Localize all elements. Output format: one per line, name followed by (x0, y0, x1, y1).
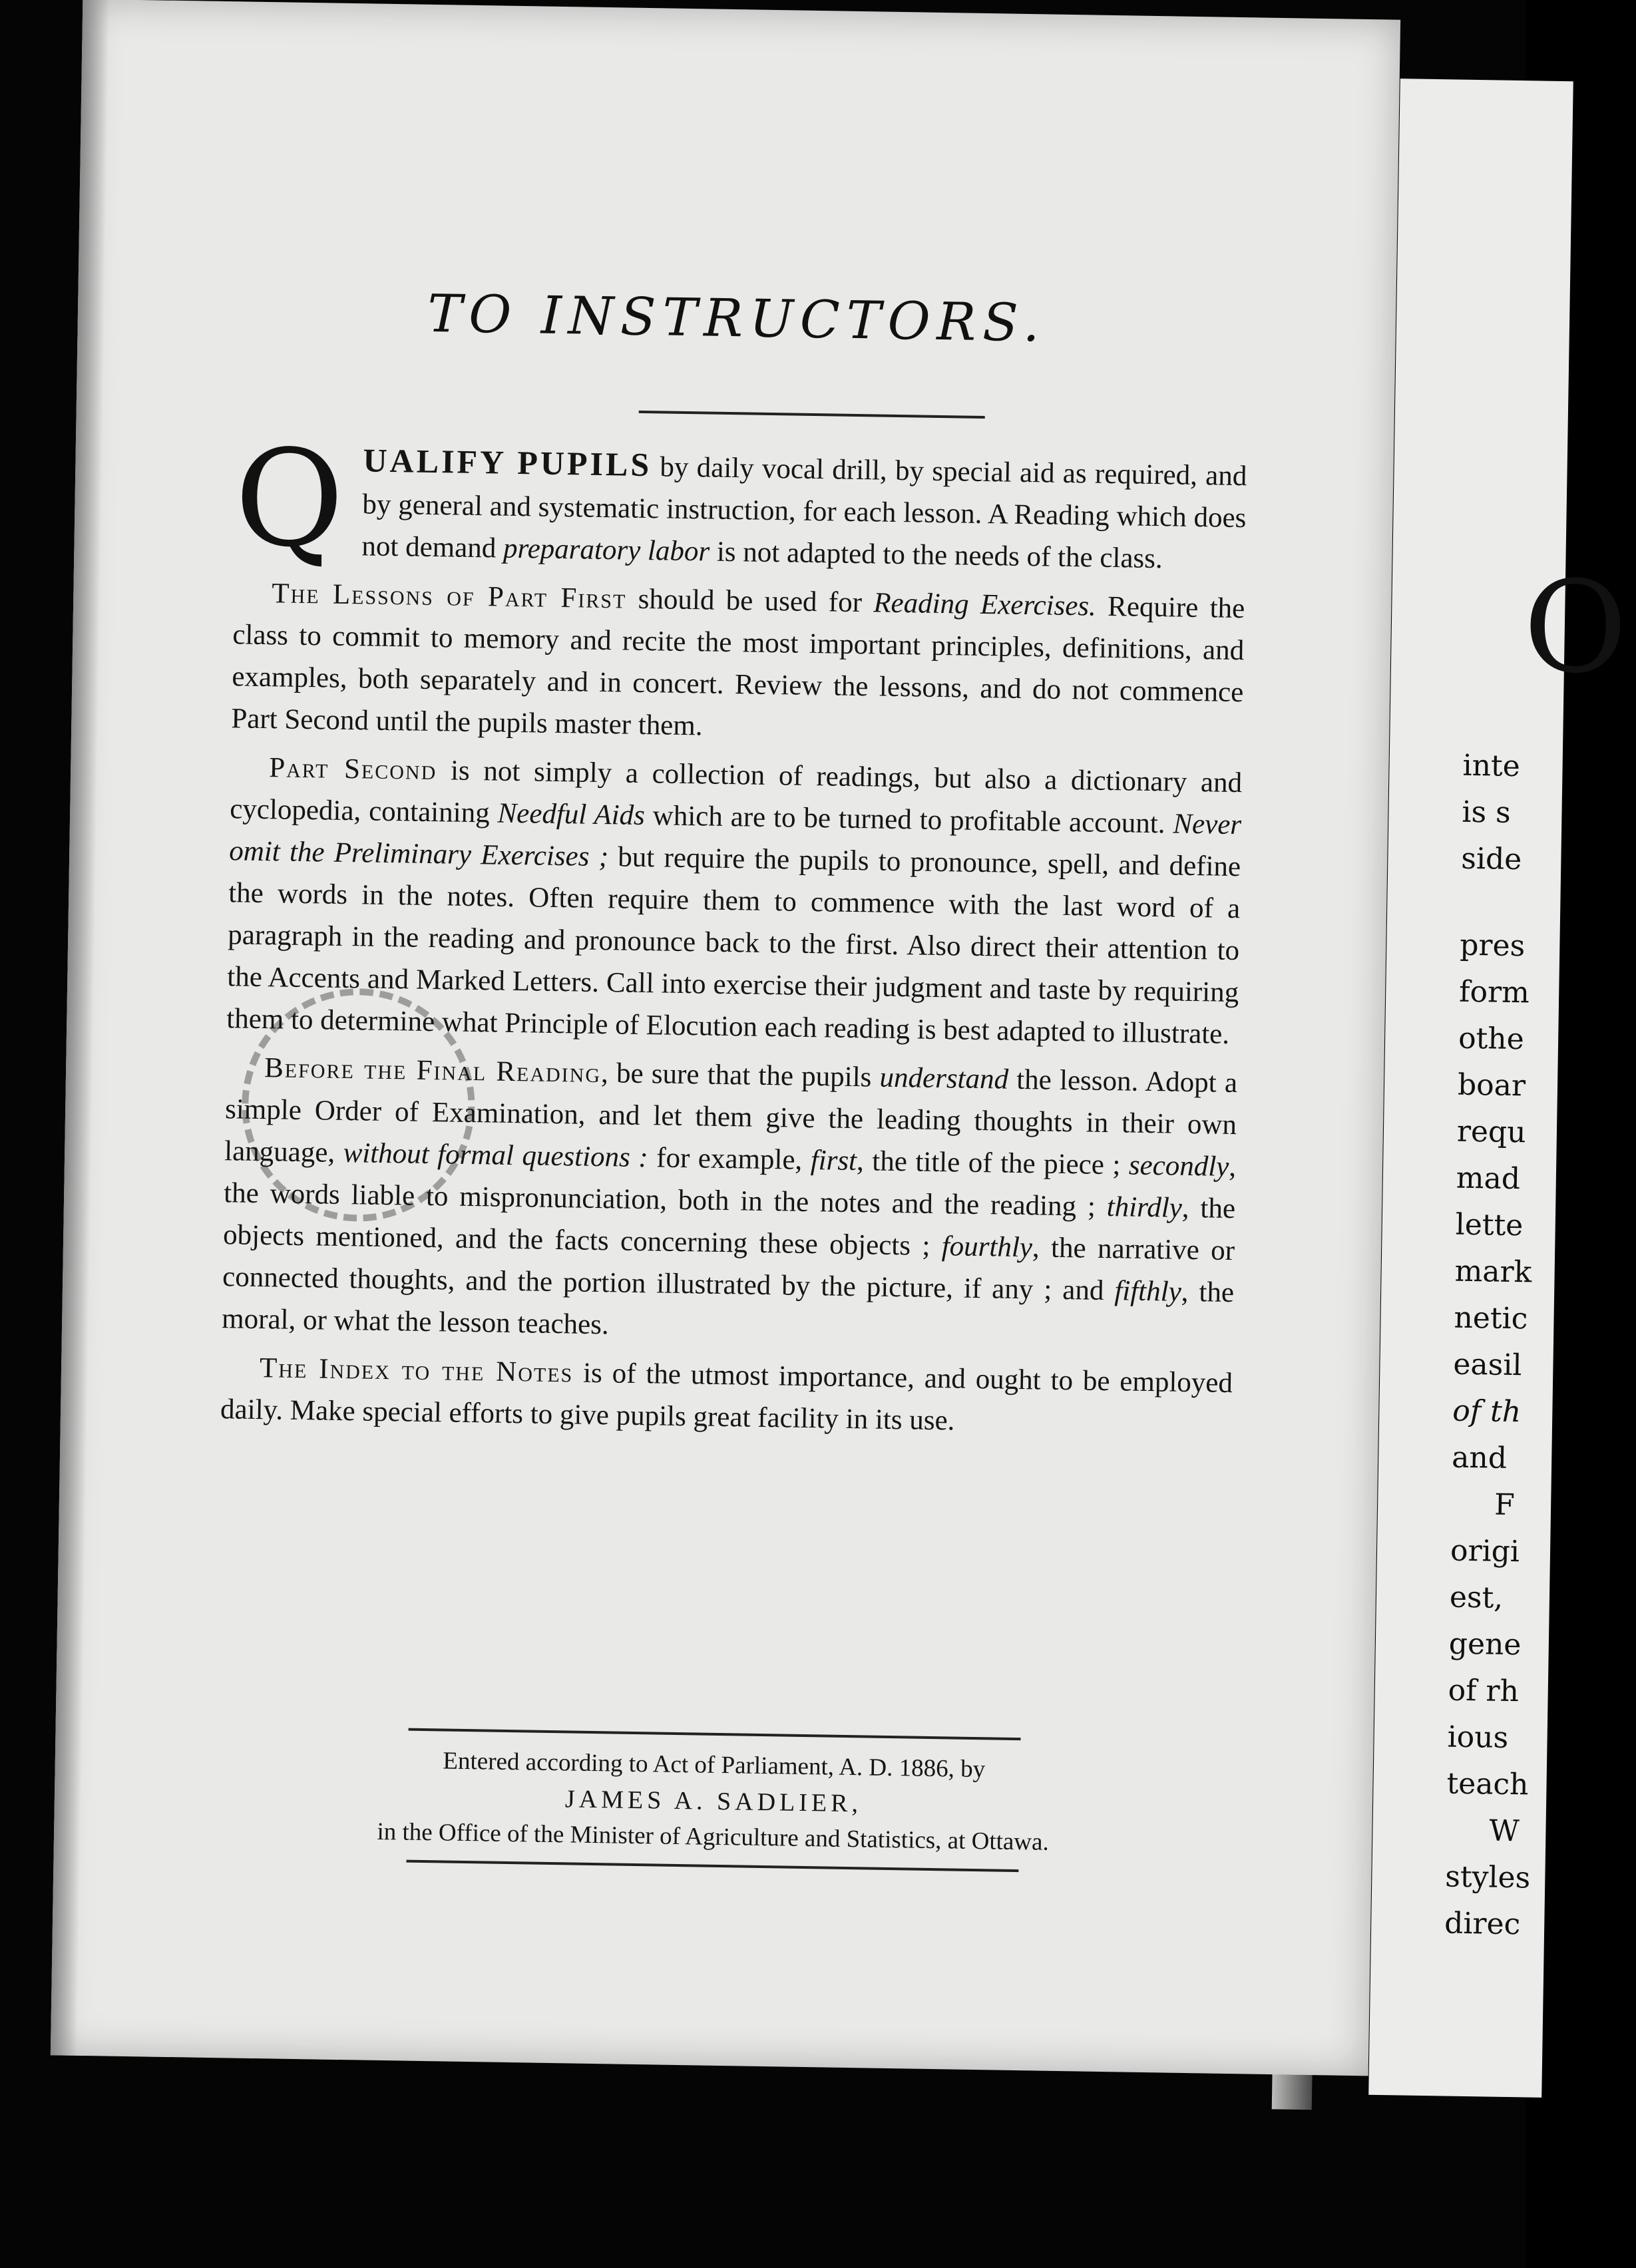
next-page-fragment: mark (1454, 1254, 1532, 1290)
copyright-notice (54, 1722, 1374, 1877)
paragraph-text: , the words liable to mispronunciation, both in the notes and the reading ; (223, 1151, 1237, 1223)
paragraph-text: , the objects mentioned, and the facts concerning these objects ; (222, 1192, 1236, 1262)
next-page-fragment: inte (1462, 748, 1521, 784)
title-rule (639, 411, 985, 419)
paragraph-text: but require the pupils to pronounce, spell, and define the words in the notes. Often require them to commence with the last word of a paragraph in the reading and pronounce back to the first. Also direct their attention to the Accents and Marked Letters. Call into exercise their judgment and taste by requiring them to determine what Principle of Elocution each reading is best adapted to illustrate. (226, 841, 1241, 1050)
paragraph-text: , the title of the piece ; (856, 1145, 1129, 1181)
emphasis: preparatory labor (503, 532, 710, 568)
next-page-fragment: netic (1454, 1300, 1528, 1336)
copyright-rule-top (409, 1728, 1021, 1740)
paragraph-text: , be sure that the pupils (600, 1057, 880, 1093)
paragraph-lead: Part Second (268, 752, 437, 787)
next-page-fragment: mad (1456, 1161, 1521, 1197)
emphasis: fifthly (1114, 1275, 1182, 1308)
next-page-fragment: boar (1457, 1067, 1526, 1103)
next-page-fragment: pres (1459, 928, 1526, 964)
copyright-rule-bottom (406, 1860, 1018, 1872)
next-page-fragment: and (1451, 1440, 1508, 1475)
next-page-fragment: origi (1450, 1533, 1520, 1569)
emphasis: thirdly (1106, 1191, 1183, 1224)
paragraph-text: , the moral, or what the lesson teaches. (221, 1276, 1235, 1341)
paragraph-lead: UALIFY PUPILS (363, 441, 652, 484)
paragraph-lead: Before the Final Reading (264, 1052, 602, 1089)
next-page-fragment: is s (1462, 795, 1512, 830)
copyright-line: Entered according to Act of Parliament, A. D. 1886, by (443, 1747, 986, 1784)
next-page-fragment: F (1494, 1487, 1516, 1523)
paragraph-lead: The Index to the Notes (259, 1352, 574, 1389)
drop-cap: Q (233, 421, 345, 578)
emphasis: Reading Exercises. (873, 587, 1097, 622)
emphasis: fourthly (941, 1230, 1033, 1264)
paragraph-text: for example, (648, 1142, 811, 1177)
next-page-edge (1368, 79, 1629, 2098)
next-page-fragment: ious (1447, 1720, 1509, 1755)
next-page-fragment: othe (1458, 1021, 1525, 1057)
paragraph-part-second (226, 746, 1243, 1055)
emphasis: Needful Aids (497, 797, 646, 832)
next-page-fragment: requ (1456, 1114, 1526, 1150)
next-page-fragment: easil (1453, 1347, 1522, 1383)
paragraph-text: is not adapted to the needs of the class. (709, 536, 1163, 575)
paragraph-text: is not simply a collection of readings, but also a dictionary and cyclopedia, containing (229, 755, 1243, 829)
paragraph-index-notes (220, 1346, 1233, 1446)
emphasis: Never omit the Preliminary Exercises ; (228, 808, 1242, 873)
next-page-fragment: W (1489, 1813, 1520, 1849)
emphasis: understand (879, 1061, 1009, 1095)
paragraph-text: is of the utmost importance, and ought to be employed daily. Make special efforts to give pupils great facility in its use. (220, 1357, 1233, 1437)
copyright-holder: JAMES A. SADLIER, (564, 1785, 863, 1818)
next-page-fragment: gene (1448, 1626, 1522, 1662)
page-title: TO INSTRUCTORS. (427, 284, 1047, 354)
instructions-body (220, 421, 1247, 1453)
next-page-dropcap: O (1522, 553, 1629, 702)
next-page-fragment: of th (1452, 1394, 1522, 1429)
next-page-fragment: lette (1455, 1207, 1524, 1243)
paragraph-text: by daily vocal drill, by special aid as required, and by general and systematic instruction, for each lesson. A Reading which does not demand (361, 451, 1247, 564)
emphasis: first (810, 1145, 857, 1177)
paragraph-text: , the narrative or connected thoughts, and the portion illustrated by the picture, if any ; and (222, 1232, 1235, 1307)
next-page-fragment: styles (1444, 1859, 1531, 1895)
emphasis: without formal questions : (343, 1137, 649, 1174)
paragraph-qualify-pupils (233, 421, 1247, 581)
next-page-fragment: side (1461, 841, 1522, 877)
copyright-office: in the Office of the Minister of Agriculture and Statistics, at Ottawa. (377, 1817, 1050, 1856)
paragraph-lead: The Lessons of Part First (272, 578, 627, 615)
paragraph-part-first (231, 572, 1245, 755)
paragraph-text: should be used for (626, 583, 874, 619)
next-page-fragment: direc (1444, 1906, 1521, 1942)
paragraph-text: which are to be turned to profitable account. (644, 800, 1173, 840)
next-page-fragment: est, (1449, 1580, 1504, 1615)
paragraph-text: Require the class to commit to memory and recite the most important principles, definitions, and examples, both separately and in concert. Review the lessons, and do not commence Part Second until the pupils master them. (231, 590, 1245, 742)
paragraph-final-reading (222, 1046, 1238, 1356)
paragraph-text: the lesson. Adopt a simple Order of Examination, and let them give the leading thoughts in their own language, (224, 1063, 1238, 1169)
book-page (51, 0, 1400, 2076)
next-page-fragment: of rh (1448, 1673, 1520, 1709)
next-page-fragment: form (1458, 974, 1530, 1010)
emphasis: secondly (1128, 1149, 1229, 1183)
next-page-fragment: teach (1446, 1766, 1529, 1802)
